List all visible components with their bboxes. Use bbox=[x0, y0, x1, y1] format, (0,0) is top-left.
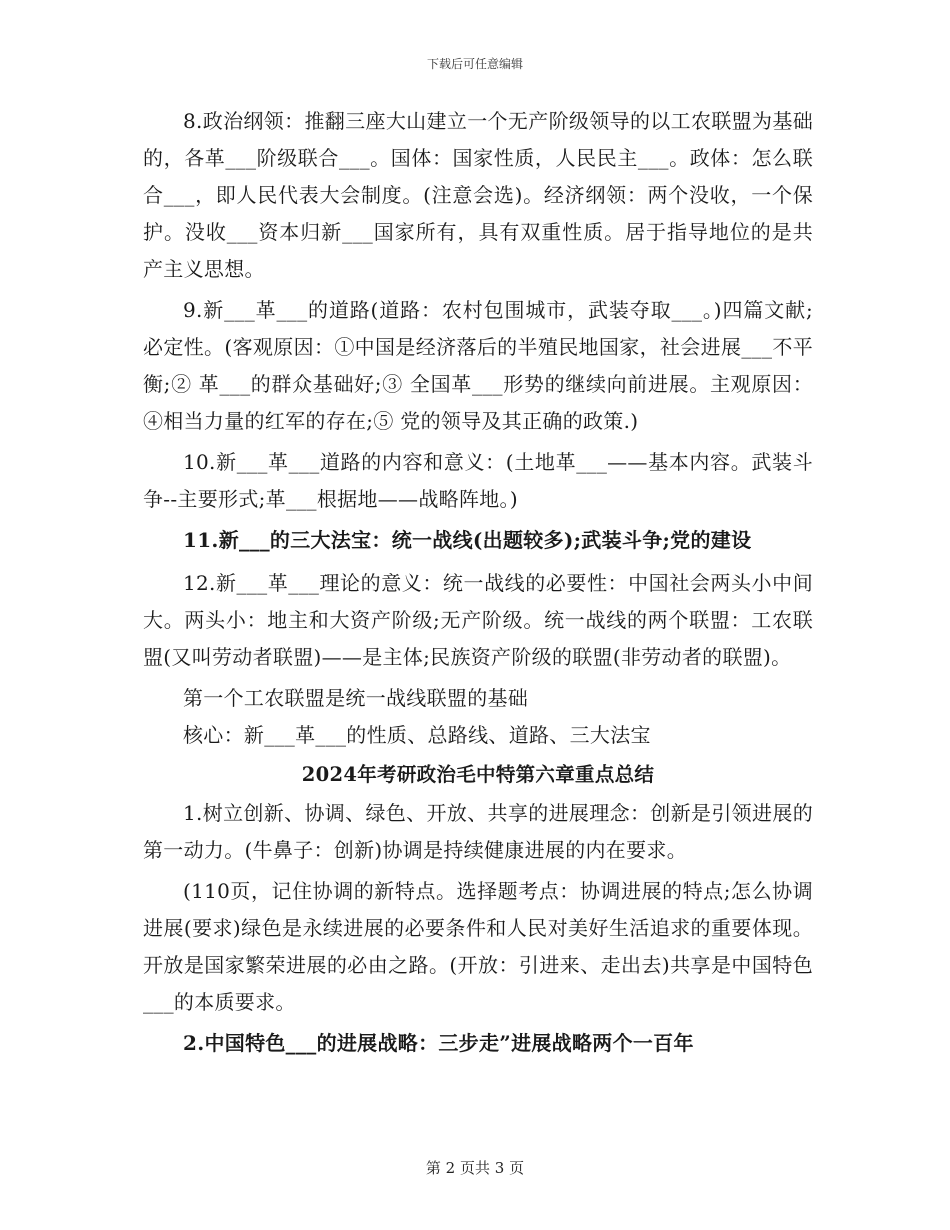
paragraph-note: 第一个工农联盟是统一战线联盟的基础 bbox=[183, 686, 529, 710]
paragraph-item-9: 9.新___革___的道路(道路：农村包围城市，武装夺取___。)四篇文献;必定性。(客观原因：①中国是经济落后的半殖民地国家，社会进展___不平衡;② 革___的群众基础好;③ 全国革___形势的继续向前进展。主观原因：④相当力量的红军的存在;⑤ 党的领导及其正确的政策.) bbox=[143, 298, 813, 433]
paragraph-ch6-2: 2.中国特色___的进展战略：三步走”进展战略两个一百年 bbox=[183, 1031, 694, 1055]
section-title: 2024年考研政治毛中特第六章重点总结 bbox=[301, 763, 655, 786]
paragraph-core: 核心：新___革___的性质、总路线、道路、三大法宝 bbox=[183, 723, 651, 747]
page-header: 下载后可任意编辑 bbox=[426, 57, 523, 71]
document-body bbox=[143, 103, 813, 1068]
paragraph-ch6-1-detail: (110页，记住协调的新特点。选择题考点：协调进展的特点;怎么协调进展(要求)绿色是永续进展的必要条件和人民对美好生活追求的重要体现。开放是国家繁荣进展的必由之路。(开放：引进来、走出去)共享是中国特色___的本质要求。 bbox=[143, 879, 813, 1014]
paragraph-item-8: 8.政治纲领：推翻三座大山建立一个无产阶级领导的以工农联盟为基础的，各革___阶级联合___。国体：国家性质，人民民主___。政体：怎么联合___，即人民代表大会制度。(注意会选)。经济纲领：两个没收，一个保护。没收___资本归新___国家所有，具有双重性质。居于指导地位的是共产主义思想。 bbox=[143, 109, 813, 281]
paragraph-item-11: 11.新___的三大法宝：统一战线(出题较多);武装斗争;党的建设 bbox=[183, 528, 752, 552]
paragraph-ch6-1: 1.树立创新、协调、绿色、开放、共享的进展理念：创新是引领进展的第一动力。(牛鼻子：创新)协调是持续健康进展的内在要求。 bbox=[143, 801, 813, 862]
paragraph-item-10: 10.新___革___道路的内容和意义：(土地革___——基本内容。武装斗争--主要形式;革___根据地——战略阵地。) bbox=[143, 450, 813, 511]
page-footer: 第 2 页共 3 页 bbox=[425, 1159, 525, 1177]
paragraph-item-12: 12.新___革___理论的意义：统一战线的必要性：中国社会两头小中间大。两头小：地主和大资产阶级;无产阶级。统一战线的两个联盟：工农联盟(又叫劳动者联盟)——是主体;民族资产阶级的联盟(非劳动者的联盟)。 bbox=[143, 571, 813, 669]
